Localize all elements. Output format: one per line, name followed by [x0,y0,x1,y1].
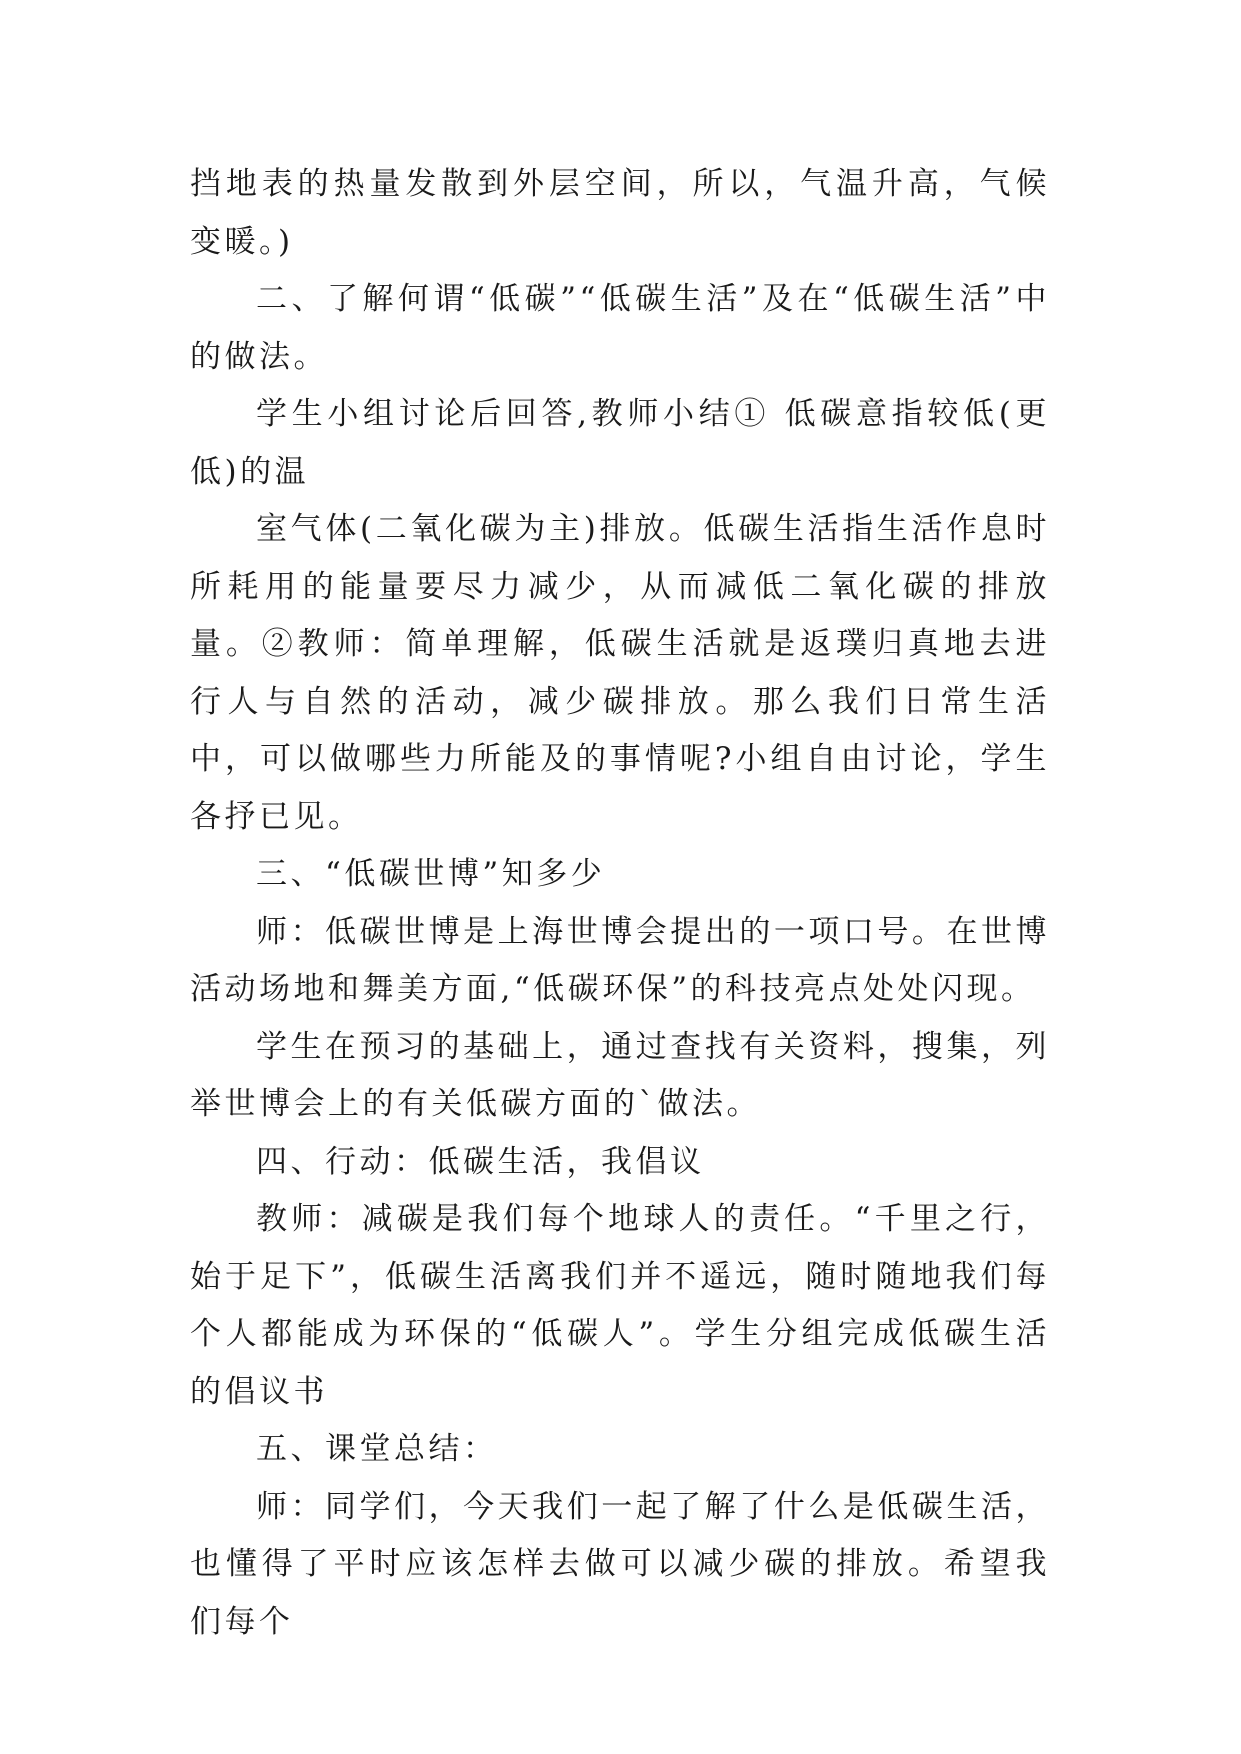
paragraph-expo-slogan: 师：低碳世博是上海世博会提出的一项口号。在世博活动场地和舞美方面,“低碳环保”的科技亮点处处闪现。 [190,913,1050,1007]
section-heading-4: 四、行动：低碳生活，我倡议 [256,1143,705,1180]
paragraph-summary: 师：同学们，今天我们一起了解了什么是低碳生活，也懂得了平时应该怎样去做可以减少碳的排放。希望我们每个 [190,1488,1050,1640]
paragraph-teacher-call: 教师：减碳是我们每个地球人的责任。“千里之行，始于足下”，低碳生活离我们并不遥远，随时随地我们每个人都能成为环保的“低碳人”。学生分组完成低碳生活的倡议书 [190,1201,1050,1410]
section-heading-2: 二、了解何谓“低碳”“低碳生活”及在“低碳生活”中的做法。 [190,281,1050,375]
paragraph-student-research: 学生在预习的基础上，通过查找有关资料，搜集，列举世博会上的有关低碳方面的`做法。 [190,1028,1050,1122]
section-heading-3: 三、“低碳世博”知多少 [256,856,606,892]
body-text [190,156,1050,1651]
paragraph-greenhouse-end: 挡地表的热量发散到外层空间，所以，气温升高，气候变暖。) [190,166,1050,260]
section-heading-5: 五、课堂总结： [256,1431,498,1467]
paragraph-low-carbon-definition: 室气体(二氧化碳为主)排放。低碳生活指生活作息时所耗用的能量要尽力减少，从而减低二氧化碳的排放量。②教师：简单理解，低碳生活就是返璞归真地去进行人与自然的活动，减少碳排放。那么我们日常生活中，可以做哪些力所能及的事情呢?小组自由讨论，学生各抒已见。 [190,511,1050,835]
paragraph-group-discussion: 学生小组讨论后回答,教师小结① 低碳意指较低(更低)的温 [190,396,1050,490]
